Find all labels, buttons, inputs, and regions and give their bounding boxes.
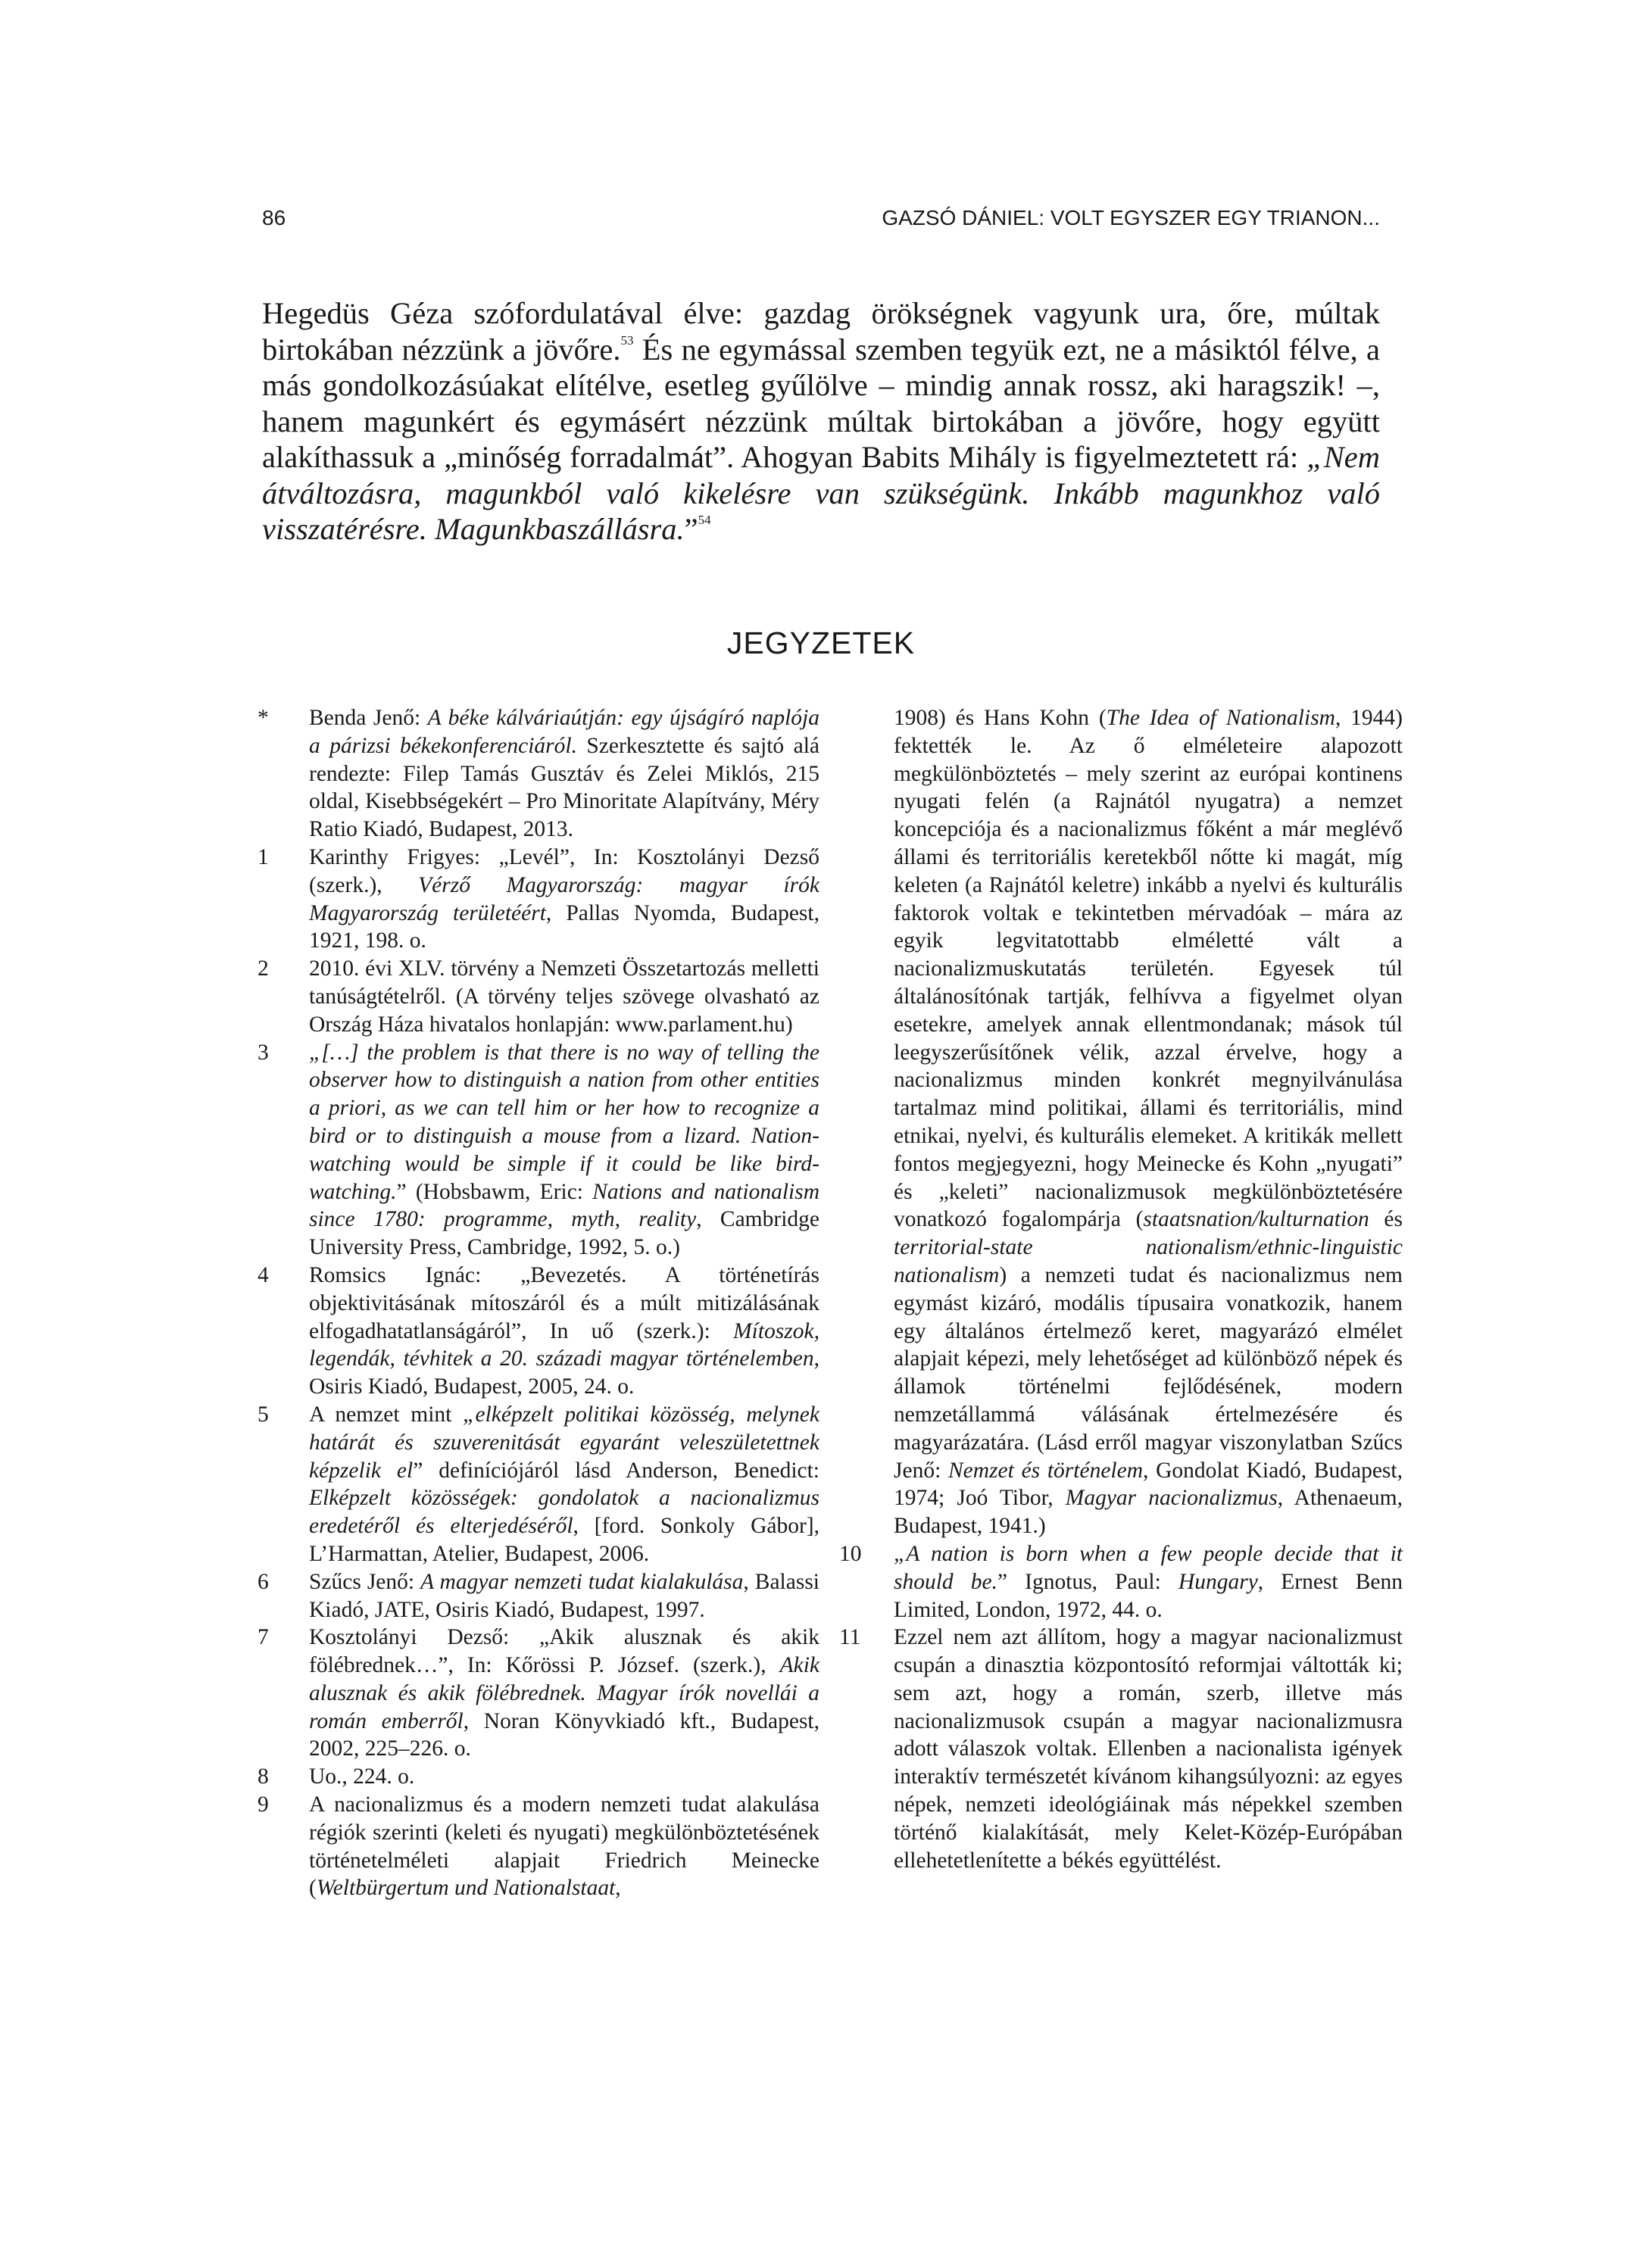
footnote-segment: 1908) és Hans Kohn ( [894,706,1107,730]
footnote [258,1763,819,1791]
footnote-italic-segment: territorial-state nationalism/ethnic-linguistic nationalism [894,1235,1403,1287]
footnote-segment: , 1944) fektették le. Az ő elméleteire alapozott megkülönböztetés – mely szerint az európai kontinens nyugati felén (a Rajnától nyugatra) a nemzet koncepciója és a nacionalizmus főként a már meglévő állami és territoriális keretekből nőtte ki magát, míg keleten (a Rajnától keletre) inkább a nyelvi és kulturális faktorok voltak e tekintetben mérvadóak – mára az egyik legvitatottabb elméletté vált a nacionalizmuskutatás területén. Egyesek túl általánosítónak tartják, felhívva a figyelmet olyan esetekre, amelyek annak ellentmondanak; mások túl leegyszerűsítőnek vélik, azzal érvelve, hogy a nacionalizmus minden konkrét megnyilvánulása tartalmaz mind politikai, állami és territoriális, mind etnikai, nyelvi, és kulturális elemeket. A kritikák mellett fontos megjegyezni, hogy Meinecke és Kohn „nyugati” és „keleti” nacionalizmusok megkülönböztetésére vonatkozó fogalompárja ( [894,706,1403,1232]
footnote-segment: Benda Jenő: [309,706,428,730]
lead-paragraph [262,295,1380,548]
babits-quote: „Nem átváltozásra, magunkból való kikelésre van szükségünk. Inkább magunkhoz való visszatérésre. Magunkbaszállásra. [262,440,1380,546]
footnote-segment: , Cambridge University Press, Cambridge, 1992, 5. o.) [309,1207,819,1260]
footnote-italic-segment: „[…] the problem is that there is no way of telling the observer how to distinguish a nation from other entities a priori, as we can tell him or her how to recognize a bird or to distinguish a mouse from a lizard. Nation-watching would be simple if it could be like bird-watching. [309,1040,819,1204]
footnote-segment: Ezzel nem azt állítom, hogy a magyar nacionalizmust csupán a dinasztia központosító reformjai váltották ki; sem azt, hogy a román, szerb, illetve más nacionalizmusok csupán a magyar nacionalizmusra adott válaszok voltak. Ellenben a nacionalista igények interaktív természetét kívánom kihangsúlyozni: az egyes népek, nemzeti ideológiáinak más népekkel szemben történő kialakítását, mely Kelet-Közép-Európában ellehetetlenítette a békés együttélést. [894,1625,1403,1873]
footnote-segment: , Pallas Nyomda, Budapest, 1921, 198. o. [309,900,819,953]
footnote-segment: , Ernest Benn Limited, London, 1972, 44. o. [894,1569,1403,1622]
footnote-number: 10 [839,1541,862,1566]
footnote-text [309,1625,819,1761]
footnote-text [309,845,819,953]
footnote-italic-segment: „elképzelt politikai közösség, melynek határát és szuverenitását egyaránt veleszületettnek képzelik el [309,1402,819,1483]
footnote [258,1791,819,1902]
lead-text-2: És ne egymással szemben tegyük ezt, ne a másiktól félve, a más gondolkozásúakat elítélve, esetleg gyűlölve – mindig annak rossz, aki haragszik! –, hanem magunkért és egymásért nézzünk múltak birtokában a jövőre, hogy együtt alakíthassuk a „minőség forradalmát”. Ahogyan Babits Mihály is figyelmeztetett rá: [262,332,1381,474]
footnote-text [894,706,1403,1538]
footnote-number: 9 [258,1792,269,1817]
footnote-italic-segment: Magyar nacionalizmus [1065,1486,1278,1511]
footnote-ref-53: 53 [620,332,634,348]
footnote [258,704,819,844]
footnote-segment: , [615,1876,621,1901]
footnote-italic-segment: The Idea of Nationalism [1106,706,1335,730]
footnote-number: 7 [258,1625,269,1650]
footnote-italic-segment: A magyar nemzeti tudat kialakulása [420,1569,744,1594]
footnote-italic-segment: staatsnation/kulturnation [1143,1207,1369,1232]
running-title: GAZSÓ DÁNIEL: VOLT EGYSZER EGY TRIANON... [882,206,1380,229]
footnote [258,1568,819,1624]
notes-column-right [839,704,1403,1874]
quote-close: ” [684,512,698,546]
footnote-segment: 2010. évi XLV. törvény a Nemzeti Összetartozás melletti tanúságtételről. (A törvény teljes szövege olvasható az Ország Háza hivatalos honlapján: www.parlament.hu) [309,956,819,1037]
footnote-segment: , Athenaeum, Budapest, 1941.) [894,1486,1403,1539]
footnote-italic-segment: Elképzelt közösségek: gondolatok a nacionalizmus eredetéről és elterjedéséről [309,1486,819,1539]
footnote [258,1624,819,1763]
footnote [839,1624,1403,1874]
notes-column-left [258,704,819,1902]
footnote-segment: Uo., 224. o. [309,1764,415,1789]
footnote-italic-segment: Akik alusznak és akik fölébrednek. Magyar írók novellái a román emberről [309,1653,819,1733]
footnote-text [309,1402,819,1566]
footnote-number: 11 [839,1625,861,1650]
footnote-italic-segment: Weltbürgertum und Nationalstaat [316,1876,616,1901]
footnote-ref-54: 54 [698,513,711,527]
footnote-number: 4 [258,1262,269,1287]
footnote-number: 2 [258,956,269,981]
footnote-text [309,1764,414,1789]
footnote-number: * [258,706,269,730]
footnote-segment: , Balassi Kiadó, JATE, Osiris Kiadó, Budapest, 1997. [309,1569,820,1622]
footnote-segment: Karinthy Frigyes: „Levél”, In: Kosztolányi Dezső (szerk.), [309,844,819,897]
footnote-text [309,1792,819,1900]
footnote-text [309,1263,819,1399]
footnote-italic-segment: „A nation is born when a few people decide that it should be. [894,1541,1403,1594]
footnote-text [309,706,819,841]
footnote-text [309,1570,819,1622]
footnote-number: 8 [258,1764,269,1789]
footnote-number: 1 [258,844,269,869]
footnote-italic-segment: Nemzet és történelem [948,1458,1144,1483]
footnote-text [309,1040,819,1260]
footnote-number: 6 [258,1569,269,1594]
footnote-segment: ” Ignotus, Paul: [997,1569,1178,1594]
footnote-segment: , [ford. Sonkoly Gábor], L’Harmattan, Atelier, Budapest, 2006. [309,1514,819,1566]
footnote-segment: , Gondolat Kiadó, Budapest, 1974; Joó Tibor, [894,1458,1403,1511]
footnote-segment: és [1369,1207,1403,1232]
footnote-segment: ) a nemzeti tudat és nacionalizmus nem egymást kizáró, modális típusaira vonatkozik, hanem egy általános értelmező keret, magyarázó elmélet alapjait képezi, mely lehetőséget ad különböző népek és államok történelmi fejlődésének, modern nemzetállammá válásának értelmezésére és magyarázatára. (Lásd erről magyar viszonylatban Szűcs Jenő: [894,1262,1403,1483]
footnote [839,704,1403,1540]
footnote [258,1401,819,1568]
footnote-text [894,1542,1403,1622]
footnote [258,1262,819,1401]
footnote-italic-segment: Nations and nationalism since 1780: programme, myth, reality [309,1179,820,1232]
footnote-italic-segment: Mítoszok, legendák, tévhitek a 20. századi magyar történelemben [309,1318,819,1371]
footnote-segment: A nacionalizmus és a modern nemzeti tudat alakulása régiók szerinti (keleti és nyugati) megkülönböztetésének történetelméleti alapjait Friedrich Meinecke ( [309,1792,819,1901]
footnote-segment: Romsics Ignác: „Bevezetés. A történetírás objektivitásának mítoszáról és a múlt mitizálásának elfogadhatatlanságáról”, In uő (szerk.): [309,1262,819,1343]
page-header [262,206,1380,236]
footnote-segment: , Osiris Kiadó, Budapest, 2005, 24. o. [309,1346,819,1399]
footnote-segment: , Noran Könyvkiadó kft., Budapest, 2002, 225–226. o. [309,1708,819,1761]
lead-text-1: Hegedüs Géza szófordulatával élve: gazdag örökségnek vagyunk ura, őre, múltak birtokában nézzünk a jövőre. [262,296,1380,367]
footnote-text [894,1625,1403,1872]
footnote-number: 3 [258,1040,269,1065]
footnote-italic-segment: Vérző Magyarország: magyar írók Magyarország területéért [309,872,819,925]
footnote-segment: Szűcs Jenő: [309,1569,421,1594]
footnote-italic-segment: Hungary [1178,1569,1258,1594]
footnote-segment: Szerkesztette és sajtó alá rendezte: Filep Tamás Gusztáv és Zelei Miklós, 215 oldal, Kisebbségekért – Pro Minoritate Alapítvány, Méry Ratio Kiadó, Budapest, 2013. [309,733,819,842]
footnote-text [309,956,819,1037]
page-number: 86 [262,206,286,229]
footnote [258,1039,819,1262]
footnote [839,1540,1403,1624]
footnote-segment: ” (Hobsbawm, Eric: [396,1179,593,1204]
footnote-number: 5 [258,1402,269,1427]
footnote [258,955,819,1038]
footnote [258,844,819,955]
footnote-italic-segment: A béke kálváriaútján: egy újságíró naplója a párizsi békekonferenciáról. [309,706,819,758]
footnote-segment: A nemzet mint [309,1402,464,1427]
notes-heading: JEGYZETEK [726,625,916,660]
footnote-segment: ” definíciójáról lásd Anderson, Benedict: [413,1458,819,1483]
footnote-segment: Kosztolányi Dezső: „Akik alusznak és akik fölébrednek…”, In: Kőrössi P. József. (szerk.), [309,1625,819,1678]
